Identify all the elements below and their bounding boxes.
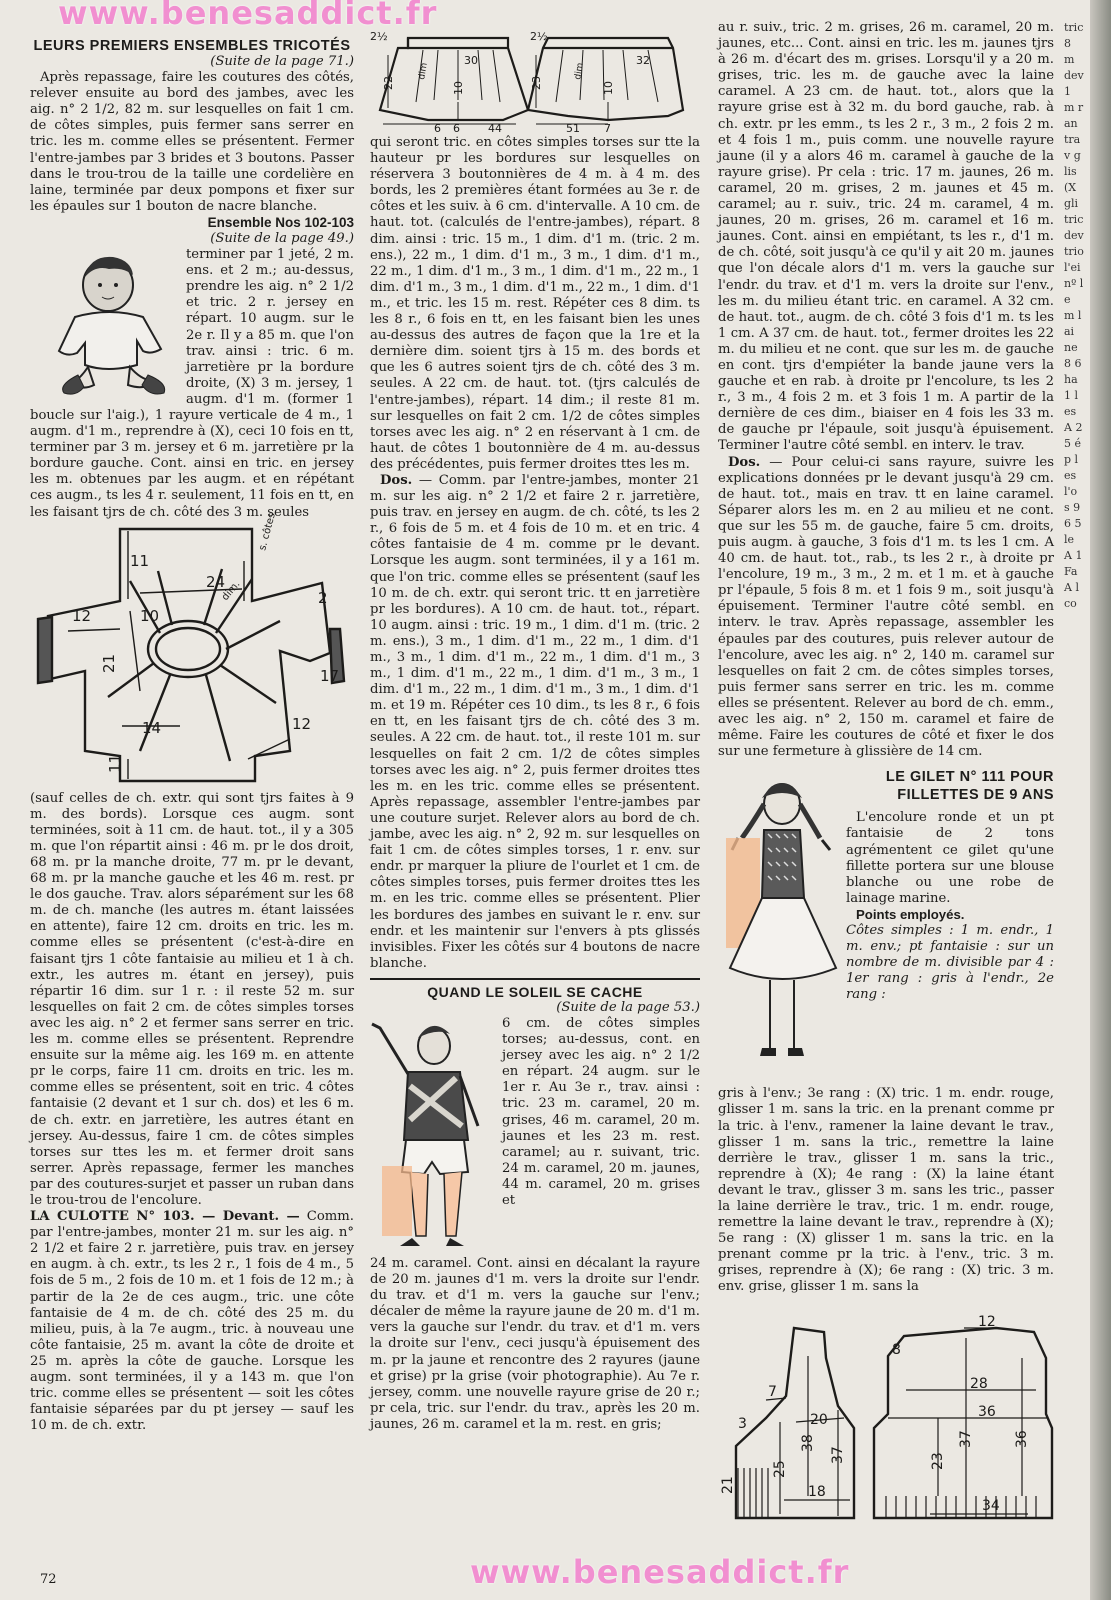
dim-label: 23 xyxy=(530,76,543,90)
dim-label: 32 xyxy=(636,54,650,67)
dim-label: 14 xyxy=(142,718,162,737)
dim-label: 38 xyxy=(800,1434,816,1452)
watermark-bottom: www.benesaddict.fr xyxy=(470,1553,850,1591)
dim-label: 37 xyxy=(958,1430,974,1448)
dim-label: 12 xyxy=(292,714,312,733)
culotte-paragraph xyxy=(30,1209,354,1434)
baby-illustration xyxy=(30,247,186,405)
dim-label: 3 xyxy=(738,1416,747,1432)
dos-paragraph xyxy=(718,455,1054,761)
brassiere-diagram xyxy=(30,511,354,791)
dim-label: 11 xyxy=(106,753,124,773)
dim-label: dim xyxy=(573,62,586,81)
page-fold-shadow xyxy=(1090,0,1111,1600)
dim-label: 20 xyxy=(810,1412,828,1428)
page-number: 72 xyxy=(40,1572,57,1587)
dim-label: 37 xyxy=(830,1446,846,1464)
paragraph: Après repassage, faire les coutures des côtés, relever ensuite au bord des jambes, avec les aig. n° 2 1/2, 82 m. sur lesquelles on fait 1 cm. de côtes simples, puis fermer sans serrer en tric. les m. comme elles se présentent. Fermer l'entre-jambes par 3 brides et 3 boutons. Passer dans le trou-trou de la taille une cordelière en laine, terminée par deux pompons et fixer sur les épaules sur 1 bouton de nacre blanche. xyxy=(30,70,354,214)
dim-label: 10 xyxy=(602,81,615,95)
girl-illustration xyxy=(718,768,846,1086)
continued-note: (Suite de la page 53.) xyxy=(556,999,700,1015)
paragraph: L'encolure ronde et un pt fantaisie de 2 tons agrémentent ce gilet qu'une fillette portera sur une blouse blanche ou une robe de lainage marine. xyxy=(846,810,1054,906)
dim-label: dim. xyxy=(219,578,243,603)
dim-label: 12 xyxy=(978,1314,996,1330)
dos-paragraph xyxy=(370,473,700,972)
dim-label: 21 xyxy=(720,1476,736,1494)
dim-label: 36 xyxy=(1014,1430,1030,1448)
boy-illustration xyxy=(370,1016,502,1256)
paragraph: qui seront tric. en côtes simples torses sur tte la hauteur pr les bordures sur lesquelles on réservera 3 boutonnières de 4 m. à 4 m. des bords, les 2 premières étant formées au 3e r. de côtes et les suiv. à 6 cm. d'intervalle. A 10 cm. de haut. tot. (calculés de l'entre-jambes), répart. 8 dim. ainsi : tric. 15 m., 1 dim. d'1 m. (tric. 2 m. ens.), 22 m., 1 dim. d'1 m., 3 m., 1 dim. d'1 m., 22 m., 1 dim. d'1 m., 3 m., 1 dim. d'1 m., 22 m., 1 dim. d'1 m., 3 m., 1 dim. d'1 m., 22 m., 1 dim. d'1 m., et tric. les 15 m. rest. Répéter ces 8 dim. ts les 8 r., 6 fois en tt, en les faisant bien les unes au-dessus des autres de façon que la 1re et la dernière dim. soient tjrs à 15 m. des bords et que les 6 autres soient tjrs de ch. côté des 3 m. seules. A 22 cm. de haut. tot. (tjrs calculés de l'entre-jambes), répart. 14 dim.; il reste 81 m. sur lesquelles on fait 2 cm. 1/2 de côtes simples torses avec les aig. n° 2 en réservant à 1 cm. de haut. de côtes 1 boutonnière de 4 m. au-dessus des précédentes, puis fermer droites ttes les m. xyxy=(370,135,700,472)
article-title-gilet: LE GILET N° 111 POUR FILLETTES DE 9 ANS xyxy=(885,769,1054,804)
dim-label: 23 xyxy=(930,1452,946,1470)
dim-label: 2½ xyxy=(530,30,548,43)
section-title-dos: Dos. xyxy=(728,454,761,470)
watermark-top: www.benesaddict.fr xyxy=(58,0,438,32)
paragraph: 6 cm. de côtes simples torses; au-dessus, cont. en jersey avec les aig. n° 2 1/2 en répart. 24 augm. sur le 1er r. Au 3e r., trav. ainsi : tric. 23 m. caramel, 20 m. grises, 46 m. caramel, 20 m. jaunes et les 23 m. rest. caramel; au r. suivant, tric. 24 m. caramel, 20 m. jaunes, 44 m. caramel, 20 m. grises et xyxy=(502,1015,700,1208)
dim-label: 28 xyxy=(970,1376,988,1392)
section-title-dos: Dos. xyxy=(380,472,413,488)
paragraph: (sauf celles de ch. extr. qui sont tjrs faites à 9 m. des bords). Lorsque ces augm. sont terminées, soit à 11 cm. de haut. tot., il y a 305 m. que l'on répartit ainsi : 46 m. pr le dos droit, 68 m. pr la manche droite, 77 m. pr le devant, 68 m. pr la manche gauche et les 46 m. rest. pr le dos gauche. Trav. alors séparément sur les 68 m. de ch. manche (les autres m. étant laissées en attente), faire 12 cm. droits en tric. les m. comme elles se présentent (c'est-à-dire en faisant tjrs 1 côte fantaisie au milieu et 1 à ch. extr., les autres m. étant en jersey), puis répartir 16 dim. sur 1 r. : il reste 52 m. sur lesquelles on fait 2 cm. de côtes simples torses avec les aig. n° 2 et fermer sans serrer en tric. les m. comme elles se présentent. Reprendre ensuite sur la même aig. les 169 m. en attente pr le corps, faire 11 cm. droits en tric. les m. comme elles se présentent, soit en tric. 4 côtes fantaisie (2 devant et 1 sur ch. dos) et les 6 m. de ch. extr. en jarretière, les autres étant en jersey. Au-dessus, faire 1 cm. de côtes simples torses sur ttes les m. et fermer droit sans serrer. Après repassage, fermer les manches par des coutures-surjet et passer un ruban dans le trou-trou de l'encolure. xyxy=(30,790,354,1208)
dim-label: 21 xyxy=(100,653,118,673)
dim-label: 11 xyxy=(130,551,150,570)
gilet-diagrams xyxy=(720,1314,1056,1538)
dim-label: 25 xyxy=(772,1460,788,1478)
adjacent-page-edge-text xyxy=(1064,20,1090,612)
dim-label: 12 xyxy=(72,606,92,625)
culotte-diagrams xyxy=(368,20,698,135)
dim-label: 8 xyxy=(892,1342,901,1358)
dim-label: dim xyxy=(417,62,430,81)
dim-label: 24 xyxy=(206,572,226,591)
dim-label: 10 xyxy=(140,606,160,625)
dim-label: 2½ xyxy=(370,30,388,43)
continued-note: (Suite de la page 71.) xyxy=(210,54,354,69)
article-title-premiers-ensembles: LEURS PREMIERS ENSEMBLES TRICOTÉS xyxy=(33,38,351,54)
paragraph: terminer par 1 jeté, 2 m. ens. et 2 m.; au-dessus, prendre les aig. n° 2 1/2 et tric. 2 r. jersey en répart. 10 augm. sur le 2e r. Il y a 85 m. que l'on trav. ainsi : tric. 6 m. jarretière pr la bordure droite, (X) 3 m. jersey, 1 augm. d'1 m. (former 1 boucle sur l'aig.), 1 rayure verticale de 4 m., 1 augm. d'1 m., reprendre à (X), ceci 10 fois en tt, terminer par 3 m. jersey et 6 m. jarretière pr la bordure gauche. Cont. ainsi en tric. en jersey les m. obtenues par les augm. et en répétant ces augm., ts les 4 r. seulement, 11 fois en tt, en les faisant tjrs de ch. côté des 3 m. seules xyxy=(30,247,354,520)
continued-note: (Suite de la page 49.) xyxy=(210,230,354,246)
paragraph-text: — Comm. par l'entre-jambes, monter 21 m. sur les aig. n° 2 1/2 et faire 2 r. jarretière, puis trav. en jersey en augm. de ch. côté, ts les 2 r., 6 fois de 5 m. et 4 fois de 10 m. et en tric. 4 côtes fantaisie de 4 m. comme pr le devant. Lorsque les augm. sont terminées, il y a 161 m. que l'on tric. comme elles se présentent (sauf les 10 m. de ch. extr. qui seront tric. tt en jarretière pr les bordures). A 10 cm. de haut. tot., répart. 10 augm. ainsi : tric. 19 m., 1 dim. d'1 m. (tric. 2 m. ens.), 3 m., 1 dim. d'1 m., 22 m., 1 dim. d'1 m., 3 m., 1 dim. d'1 m., 22 m., 1 dim. d'1 m., 3 m., 1 dim. d'1 m., 22 m., 1 dim. d'1 m., 3 m., 1 dim. d'1 m., 22 m., 1 dim. d'1 m., 3 m., 1 dim. d'1 m. et 19 m. Répéter ces 10 dim., ts les 8 r., 6 fois en tt, en les faisant tjrs de ch. côté des 3 m. seules. A 22 cm. de haut. tot., il reste 101 m. sur lesquelles on fait 2 cm. 1/2 de côtes simples torses avec les aig. n° 2, puis fermer droites ttes les m. en les tric. comme elles se présentent. Après repassage, assembler l'entre-jambes par une couture surjet. Relever alors au bord de ch. jambe, avec les aig. n° 2, 92 m. sur lesquelles on fait 1 cm. de côtes simples torses, 1 r. env. sur endr. pr marquer la pliure de l'ourlet et 1 cm. de côtes simples torses, puis fermer droites ttes les m. en les tric. comme elles se présentent. Plier les bordures des jambes en suivant le r. env. sur endr. et les maintenir sur l'envers à pts glissés invisibles. Fixer les côtés sur 4 boutons de nacre blanche. xyxy=(370,472,700,971)
column-2 xyxy=(370,135,700,1433)
dim-label: 2 xyxy=(318,588,328,607)
dim-label: 6 xyxy=(453,122,460,135)
dim-label: s. côtes xyxy=(257,511,278,552)
paragraph: au r. suiv., tric. 2 m. grises, 26 m. caramel, 20 m. jaunes, etc... Cont. ainsi en tric. les m. jaunes tjrs à 26 m. d'écart des m. grises. Lorsqu'il y a 20 m. grises, tric. les m. de gauche avec la laine caramel. A 23 cm. de haut. tot., alors que la rayure grise est à 32 m. du bord gauche, rab. à ch. extr. pr les emm., ts les 2 r., 3 m., 2 fois 2 m. et 4 fois 1 m., puis comm. une nouvelle rayure jaune (il y a alors 46 m. caramel à gauche de la rayure grise). Pr cela : tric. 17 m. jaunes, 26 m. caramel, 20 m. grises, 2 m. jaunes et 45 m. caramel; au r. suiv., tric. 24 m. caramel, 4 m. jaunes, 20 m. grises, 26 m. caramel et 16 m. jaunes. Cont. ainsi en empiétant, ts les r., d'1 m. de ch. côté, soit jusqu'à ce qu'il y ait 20 m. jaunes que l'on décale alors d'1 m. vers la gauche sur l'endr. du trav. et d'1 m. vers la droite sur l'env., les m. du milieu étant tric. en caramel. A 32 cm. de haut. tot., augm. de ch. côté 3 fois d'1 m. ts les 1 cm. A 37 cm. de haut. tot., fermer droites les 22 m. du milieu et ne cont. que sur les m. de gauche en cont. tjrs d'empiéter la bande jaune vers la gauche et en rab. à droite pr l'encolure, ts les 2 r., 3 m., 4 fois 2 m. et 3 fois 1 m. A partir de la dernière de ces dim., biaiser en 4 fois les 33 m. de gauche pr l'épaule, soit jusqu'à épuisement. Terminer l'autre côté sembl. en interv. le trav. xyxy=(718,20,1054,454)
dim-label: 30 xyxy=(464,54,478,67)
dim-label: 22 xyxy=(382,76,395,90)
dim-label: 6 xyxy=(434,122,441,135)
dim-label: 34 xyxy=(982,1498,1000,1514)
dim-label: 17 xyxy=(320,666,340,685)
dim-label: 44 xyxy=(488,122,502,135)
section-title-ensemble: Ensemble Nos 102-103 xyxy=(207,214,354,230)
dim-label: 10 xyxy=(452,81,465,95)
dim-label: 51 xyxy=(566,122,580,135)
dim-label: 7 xyxy=(604,122,611,135)
divider xyxy=(370,978,700,980)
points-title: Points employés. xyxy=(856,906,965,922)
column-3 xyxy=(718,20,1054,1296)
dim-label: 7 xyxy=(768,1384,777,1400)
paragraph-text: — Pour celui-ci sans rayure, suivre les explications données pr le devant jusqu'à 29 cm. de haut. tot., mais en trav. tt en laine caramel. Séparer alors les m. en 2 au milieu et ne cont. que sur les 55 m. de gauche, faire 5 cm. droits, puis augm. à gauche, 3 fois d'1 m. ts les 1 cm. A 40 cm. de haut. tot., rab., ts les 2 r., à droite pr l'encolure, 19 m., 3 m., 2 m. et 1 m. et à gauche pr l'épaule, 5 fois 8 m. et 1 fois 9 m., soit jusqu'à épuisement. Terminer l'autre côté sembl. en interv. le trav. Après repassage, assembler les épaules par des coutures, puis relever autour de l'encolure, avec les aig. n° 2, 140 m. caramel sur lesquelles on fait 2 cm. de côtes simples torses, puis fermer sans serrer en tric. les m. comme elles se présentent. Relever au bord de ch. emm., avec les aig. n° 2, 150 m. caramel et faire de même. Faire les coutures de côté et fixer le dos sur une fermeture à glissière de 14 cm. xyxy=(718,454,1054,760)
edge-text: tric 8 m dev 1 m ran trav glis (X gli tric dev trio l'ei nº le m lai ne 8 6 ha 1 les A 25 ép les l'o s 96 5 le A 1 Fa A l co xyxy=(1064,21,1084,610)
article-title-soleil: QUAND LE SOLEIL SE CACHE xyxy=(427,983,643,1000)
dim-label: 36 xyxy=(978,1404,996,1420)
paragraph: gris à l'env.; 3e rang : (X) tric. 1 m. endr. rouge, glisser 1 m. sans la tric. en la prenant comme pr la tric. à l'env., ramener la laine devant le trav., glisser 1 m. sans la tric., remettre la laine derrière le trav., glisser 1 m. sans la tric., reprendre à (X); 4e rang : (X) la laine étant devant le trav., glisser 3 m. sans les tric., passer la laine derrière le trav., tric. 1 m. endr. rouge, remettre la laine devant le trav., reprendre à (X); 5e rang : (X) glisser 1 m. sans la tric. en la prenant comme pr la tric. à l'env., tric. 3 m. grises, reprendre à (X); 6e rang : (X) tric. 3 m. env. grise, glisser 1 m. sans la xyxy=(718,1086,1054,1295)
section-title-culotte: LA CULOTTE N° 103. — Devant. — xyxy=(30,1209,300,1225)
dim-label: 18 xyxy=(808,1484,826,1500)
paragraph-text: Comm. par l'entre-jambes, monter 21 m. sur les aig. n° 2 1/2 et faire 2 r. jarretière, puis trav. en jersey en augm. à ch. extr., ts les 2 r., 1 fois de 4 m., 5 fois de 5 m., 2 fois de 10 m. et 1 fois de 12 m.; à partir de la 2e de ces augm., tric. une côte fantaisie de 4 m. de ch. côté des 25 m. du milieu, puis, à la 7e augm., tric. à nouveau une côte fantaisie, 25 m. avant la côte de droite et 25 m. après la côte de gauche. Lorsque les augm. sont terminées, il y a 143 m. que l'on tric. comme elles se présentent — soit les côtes fantaisie séparées par du pt jersey — sauf les 10 m. de ch. extr. xyxy=(30,1209,354,1434)
column-1 xyxy=(30,38,354,1434)
paragraph: Côtes simples : 1 m. endr., 1 m. env.; pt fantaisie : sur un nombre de m. divisible par 4 : 1er rang : gris à l'endr., 2e rang : xyxy=(846,922,1054,1003)
paragraph: 24 m. caramel. Cont. ainsi en décalant la rayure de 20 m. jaunes d'1 m. vers la droite sur l'endr. du trav. et d'1 m. vers la gauche sur l'env.; décaler de même la rayure jaune de 20 m. d'1 m. vers la gauche sur l'endr. du trav. et d'1 m. vers la droite sur l'env., ceci jusqu'à épuisement des m. pr la jaune et rencontre des 2 rayures (jaune et grise) pr la grise (voir photographie). Au 7e r. jersey, comm. une nouvelle rayure grise de 20 r.; pr cela, tric. sur l'endr. du trav., après les 20 m. jaunes, 26 m. caramel et la m. rest. en gris; xyxy=(370,1255,700,1432)
